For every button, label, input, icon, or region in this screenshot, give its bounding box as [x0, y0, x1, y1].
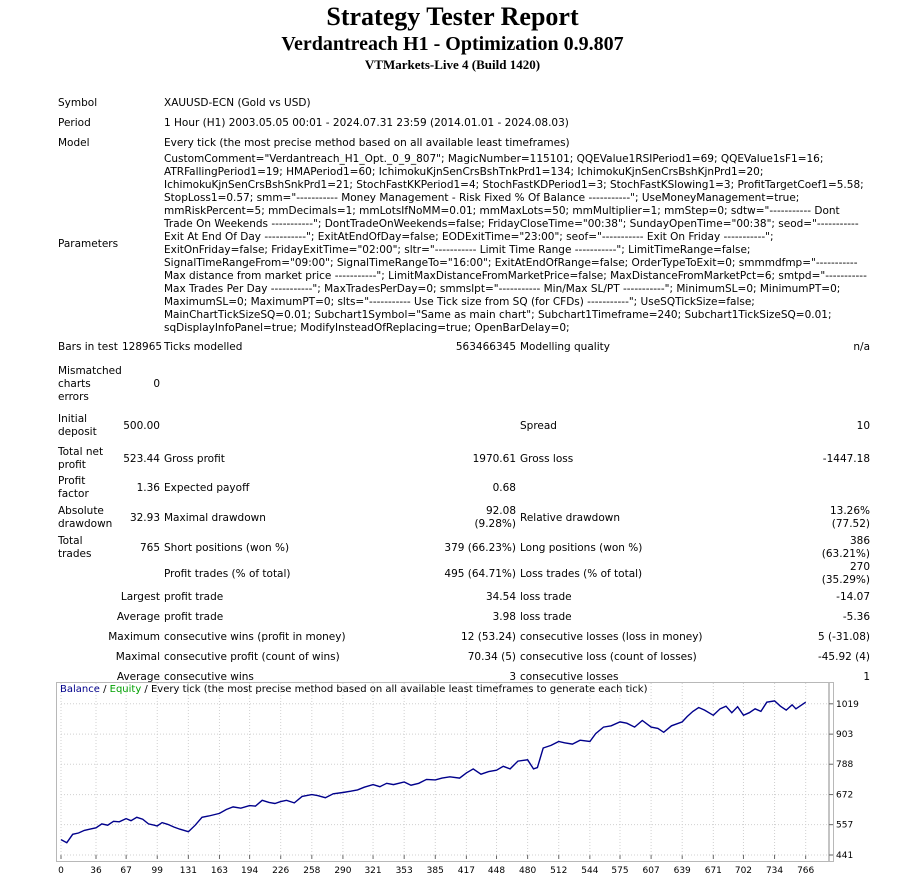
parameters-label: Parameters: [58, 237, 119, 250]
max-consecutive-losses-value: 5 (-31.08): [817, 630, 871, 643]
x-tick-label: 512: [550, 866, 568, 876]
y-tick-label: 903: [836, 730, 854, 741]
long-positions-value: 386 (63.21%): [821, 535, 871, 560]
y-tick-label: 672: [836, 790, 854, 801]
report-title: Strategy Tester Report: [326, 2, 579, 31]
maximal-consecutive-loss-value: -45.92 (4): [817, 650, 871, 663]
bars-label: Bars in test: [58, 340, 118, 353]
symbol-row: [56, 93, 872, 113]
y-tick-label: 788: [836, 760, 854, 771]
gross-profit-value: 1970.61: [472, 452, 516, 465]
mismatch-label: Mismatched charts errors: [58, 364, 122, 403]
total-trades-label: Total trades: [58, 535, 92, 560]
net-profit-label: Total net profit: [58, 446, 104, 471]
long-positions-label: Long positions (won %): [520, 541, 643, 554]
average-consecutive-label: Average: [116, 670, 160, 683]
balance-chart: [56, 682, 859, 876]
profit-trades-row: [56, 561, 872, 587]
model-value: Every tick (the most precise method based on all available least timeframes): [164, 136, 570, 149]
x-tick-label: 480: [519, 866, 537, 876]
expected-payoff-value: 0.68: [492, 481, 516, 494]
maximal-consecutive-loss-label: consecutive loss (count of losses): [520, 650, 697, 663]
parameters-row: [56, 153, 872, 335]
x-tick-label: 163: [210, 866, 229, 876]
y-tick-label: 1019: [836, 699, 859, 710]
profit-trades-value: 495 (64.71%): [444, 567, 516, 580]
average-loss-label: loss trade: [520, 610, 572, 623]
period-value: 1 Hour (H1) 2003.05.05 00:01 - 2024.07.31 23:59 (2014.01.01 - 2024.08.03): [164, 116, 569, 129]
deposit-label: Initial deposit: [58, 413, 97, 438]
x-tick-label: 226: [272, 866, 290, 876]
absolute-drawdown-label: Absolute drawdown: [58, 505, 113, 530]
maximal-drawdown-label: Maximal drawdown: [164, 511, 266, 524]
x-tick-label: 544: [581, 866, 599, 876]
server-name: VTMarkets-Live 4 (Build 1420): [364, 57, 541, 72]
largest-loss-label: loss trade: [520, 590, 572, 603]
x-tick-label: 639: [673, 866, 691, 876]
profit-factor-label: Profit factor: [58, 475, 89, 500]
caption-separator: /: [99, 684, 110, 695]
maximal-label: Maximal: [115, 650, 160, 663]
x-tick-label: 258: [303, 866, 321, 876]
mismatch-value: 0: [153, 377, 160, 390]
average-profit-label: profit trade: [164, 610, 224, 623]
short-positions-label: Short positions (won %): [164, 541, 290, 554]
x-tick-label: 290: [334, 866, 352, 876]
average-row: [56, 607, 872, 627]
chart-caption: [60, 684, 647, 695]
report-table: [56, 93, 872, 687]
average-loss-value: -5.36: [842, 610, 871, 623]
net-profit-row: [56, 443, 872, 475]
y-tick-label: 557: [836, 820, 854, 831]
x-tick-label: 0: [58, 866, 64, 876]
average-label: Average: [116, 610, 160, 623]
profit-factor-row: [56, 475, 872, 501]
x-tick-label: 131: [179, 866, 197, 876]
expected-payoff-label: Expected payoff: [164, 481, 250, 494]
x-tick-label: 67: [120, 866, 132, 876]
largest-row: [56, 587, 872, 607]
max-consecutive-wins-label: consecutive wins (profit in money): [164, 630, 346, 643]
largest-loss-value: -14.07: [836, 590, 871, 603]
x-tick-label: 99: [151, 866, 163, 876]
quality-label: Modelling quality: [520, 340, 610, 353]
profit-trades-label: Profit trades (% of total): [164, 567, 291, 580]
x-tick-label: 417: [457, 866, 475, 876]
model-label: Model: [58, 136, 90, 149]
spread-label: Spread: [520, 419, 557, 432]
ticks-value: 563466345: [455, 340, 516, 353]
largest-profit-label: profit trade: [164, 590, 224, 603]
balance-legend: Balance: [60, 684, 100, 695]
average-consecutive-wins-label: consecutive wins: [164, 670, 254, 683]
mismatch-row: [56, 359, 872, 409]
equity-legend: Equity: [109, 684, 142, 695]
x-tick-label: 575: [611, 866, 629, 876]
x-tick-label: 385: [426, 866, 444, 876]
largest-profit-value: 34.54: [485, 590, 516, 603]
x-tick-label: 36: [90, 866, 102, 876]
deposit-row: [56, 409, 872, 443]
spread-value: 10: [856, 419, 871, 432]
average-consecutive-wins-value: 3: [509, 670, 516, 683]
period-label: Period: [58, 116, 91, 129]
symbol-label: Symbol: [58, 96, 98, 109]
total-trades-value: 765: [139, 541, 160, 554]
x-tick-label: 448: [487, 866, 506, 876]
drawdown-row: [56, 501, 872, 535]
x-tick-label: 353: [395, 866, 413, 876]
bars-row: [56, 335, 872, 359]
balance-line: [61, 701, 806, 843]
average-consecutive-losses-label: consecutive losses: [520, 670, 619, 683]
gross-loss-value: -1447.18: [822, 452, 871, 465]
gross-profit-label: Gross profit: [164, 452, 225, 465]
maximum-label: Maximum: [108, 630, 160, 643]
maximal-consecutive-profit-label: consecutive profit (count of wins): [164, 650, 340, 663]
relative-drawdown-label: Relative drawdown: [520, 511, 621, 524]
balance-chart-svg: [57, 683, 859, 876]
average-consecutive-losses-value: 1: [863, 670, 871, 683]
max-consecutive-losses-label: consecutive losses (loss in money): [520, 630, 703, 643]
maximal-drawdown-value: 92.08 (9.28%): [474, 505, 516, 530]
x-tick-label: 766: [797, 866, 815, 876]
loss-trades-label: Loss trades (% of total): [520, 567, 643, 580]
caption-method: / Every tick (the most precise method based on all available least timeframes to generate each tick): [141, 684, 648, 695]
x-tick-label: 607: [642, 866, 660, 876]
largest-label: Largest: [120, 590, 160, 603]
period-row: [56, 113, 872, 133]
deposit-value: 500.00: [123, 419, 160, 432]
absolute-drawdown-value: 32.93: [129, 511, 160, 524]
short-positions-value: 379 (66.23%): [444, 541, 516, 554]
y-tick-label: 441: [836, 851, 854, 861]
symbol-value: XAUUSD-ECN (Gold vs USD): [164, 96, 311, 109]
x-tick-label: 321: [364, 866, 382, 876]
x-tick-label: 702: [734, 866, 753, 876]
maximal-consecutive-profit-value: 70.34 (5): [467, 650, 516, 663]
max-consecutive-wins-value: 12 (53.24): [461, 630, 516, 643]
report-subtitle: Verdantreach H1 - Optimization 0.9.807: [281, 33, 624, 55]
bars-value: 128965: [122, 340, 163, 353]
maximum-row: [56, 627, 872, 647]
net-profit-value: 523.44: [123, 452, 160, 465]
ticks-label: Ticks modelled: [164, 340, 243, 353]
total-trades-row: [56, 535, 872, 561]
average-profit-value: 3.98: [492, 610, 516, 623]
model-row: [56, 133, 872, 153]
relative-drawdown-value: 13.26% (77.52): [829, 505, 871, 530]
x-tick-label: 671: [704, 866, 722, 876]
maximal-row: [56, 647, 872, 667]
quality-value: n/a: [853, 340, 871, 353]
parameters-value: CustomComment="Verdantreach_H1_Opt._0_9_807"; MagicNumber=115101; QQEValue1RSIPeriod1=69; QQEValue1sF1=16; ATRFallingPeriod1=19; HMAPeriod1=60; IchimokuKjnSenCrsBshTnkPrd1=134; IchimokuKjnSenCrsBshKjnPrd1=20; IchimokuKjnSenCrsBshSnkPrd1=21; StochFastKKPeriod1=4; StochFastKDPeriod1=3; StochFastKSlowing1=3; ProfitTargetCoef1=5.58; StopLoss1=0.57; smm="----------- Money Management - Risk Fixed % Of Balance -----------"; UseMoneyManagement=true; mmRiskPercent=5; mmDecimals=1; mmLotsIfNoMM=0.01; mmMaxLots=50; mmMultiplier=1; mmStep=0; sdtw="----------- Dont Trade On Weekends -----------"; DontTradeOnWeekends=false; FridayCloseTime="00:38"; SundayOpenTime="00:38"; seod="----------- Exit At End Of Day -----------"; ExitAtEndOfDay=false; EODExitTime="23:00"; seof="----------- Exit On Friday -----------"; ExitOnFriday=false; FridayExitTime="02:00"; sltr="----------- Limit Time Range -----------"; LimitTimeRange=false; SignalTimeRangeFrom="09:00"; SignalTimeRangeTo="16:00"; ExitAtEndOfRange=false; OrderTypeToExit=0; smmmdfmp="----------- Max distance from market price -----------"; LimitMaxDistanceFromMarketPrice=false; MaxDistanceFromMarketPct=6; smtpd="----------- Max Trades Per Day -----------"; MaxTradesPerDay=0; smmslpt="----------- Min/Max SL/PT -----------"; MinimumSL=0; MinimumPT=0; MaximumSL=0; MaximumPT=0; slts="----------- Use Tick size from SQ (for CFDs) -----------"; UseSQTickSize=false; MainChartTickSizeSQ=0.01; Subchart1Symbol="Same as main chart"; Subchart1Timeframe=240; Subchart1TickSizeSQ=0.01; sqDisplayInfoPanel=true; ModifyInsteadOfReplacing=true; OpenBarDelay=0;: [164, 153, 867, 334]
profit-factor-value: 1.36: [136, 481, 160, 494]
loss-trades-value: 270 (35.29%): [821, 561, 871, 586]
x-tick-label: 734: [765, 866, 784, 876]
x-tick-label: 194: [241, 866, 259, 876]
gross-loss-label: Gross loss: [520, 452, 574, 465]
